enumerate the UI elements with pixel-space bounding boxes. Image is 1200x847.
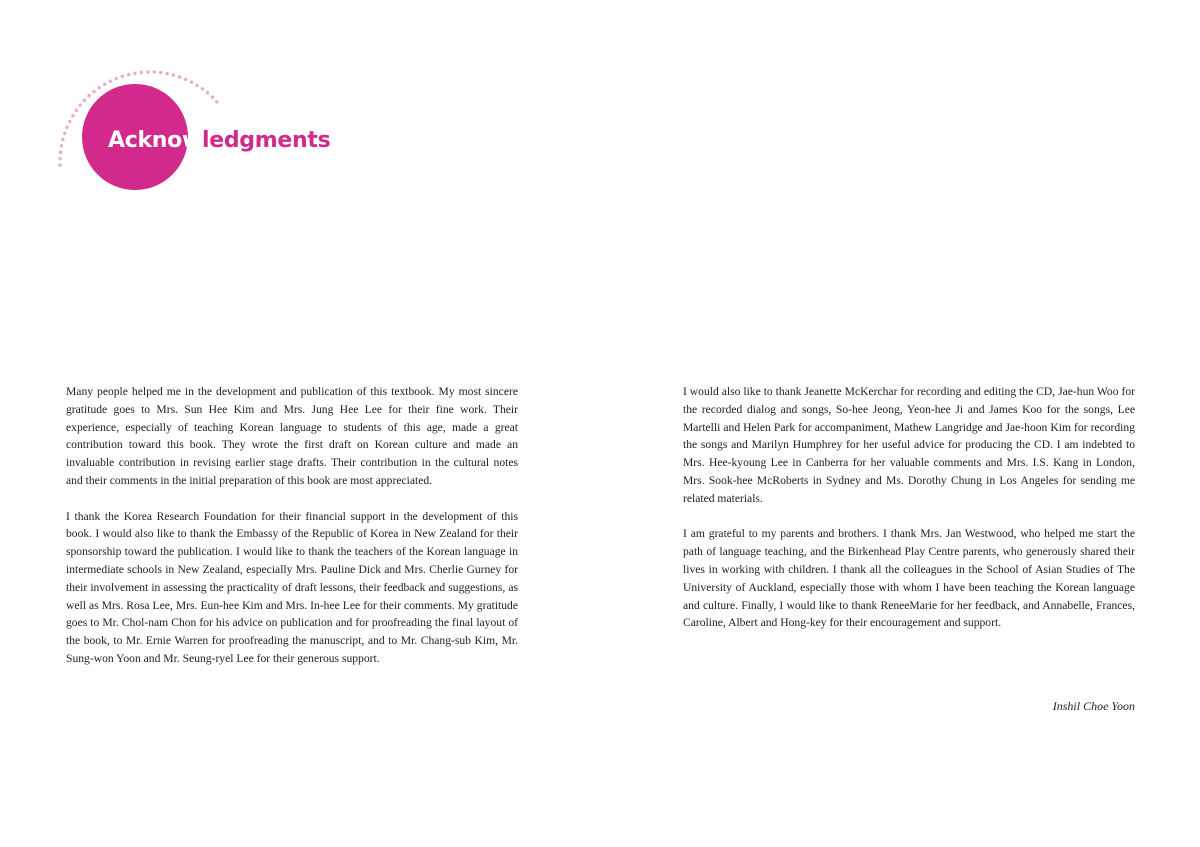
right-paragraph-1: I would also like to thank Jeanette McKerchar for recording and editing the CD, Jae-hun Woo for the recorded dialog and songs, So-hee Jeong, Yeon-hee Ji and James Koo for the songs, Lee Martelli and Helen Park for accompaniment, Mathew Langridge and Jae-hoon Kim for recording the songs and Marilyn Humphrey for her useful advice for producing the CD. I am indebted to Mrs. Hee-kyoung Lee in Canberra for her valuable comments and Mrs. I.S. Kang in London, Mrs. Sook-hee McRoberts in Sydney and Ms. Dorothy Chung in Los Angeles for sending me related materials. — [683, 385, 1135, 505]
arc-dot — [140, 71, 143, 74]
arc-dot — [103, 83, 106, 86]
arc-dot — [115, 77, 118, 80]
arc-dot — [206, 91, 209, 94]
arc-dot — [172, 73, 175, 76]
arc-dot — [92, 90, 95, 93]
arc-dot — [184, 78, 187, 81]
left-column — [66, 383, 518, 686]
arc-dot — [75, 109, 78, 112]
arc-dot — [211, 95, 214, 98]
arc-dot — [159, 71, 162, 74]
arc-dot — [83, 99, 86, 102]
arc-dot — [127, 73, 130, 76]
arc-dot — [98, 86, 101, 89]
arc-dot — [190, 80, 193, 83]
arc-dot — [146, 70, 149, 73]
arc-dot — [59, 151, 62, 154]
arc-dot — [109, 79, 112, 82]
arc-dot — [133, 72, 136, 75]
arc-dot — [195, 84, 198, 87]
right-paragraph-2: I am grateful to my parents and brothers. I thank Mrs. Jan Westwood, who helped me start the path of language teaching, and the Birkenhead Play Centre parents, who generously shared their lives in working with children. I thank all the colleagues in the School of Asian Studies of The University of Auckland, especially those with whom I have been teaching the Korean language and culture. Finally, I would like to thank ReneeMarie for her feedback, and Annabelle, Frances, Caroline, Albert and Hong-key for their encouragement and support. — [683, 527, 1135, 630]
arc-dot — [178, 75, 181, 78]
left-paragraph-1: Many people helped me in the development and publication of this textbook. My most sincere gratitude goes to Mrs. Sun Hee Kim and Mrs. Jung Hee Lee for their fine work. Their experience, especially of teaching Korean language to students of this age, made a great contribution toward this book. They wrote the first draft on Korean culture and made an invaluable contribution in revising earlier stage drafts. Their contribution in the cultural notes and their comments in the initial preparation of this book are most appreciated. — [66, 385, 518, 487]
arc-dot — [60, 144, 63, 147]
arc-dot — [215, 100, 218, 103]
title-white-part: Acknow — [108, 128, 202, 153]
arc-dot — [79, 103, 82, 106]
page-title — [108, 127, 330, 155]
arc-dot — [58, 163, 61, 166]
left-paragraph-2: I thank the Korea Research Foundation for their financial support in the development of this book. I would also like to thank the Embassy of the Republic of Korea in New Zealand for their sponsorship toward the publication. I would like to thank the teachers of the Korean language in intermediate schools in New Zealand, especially Mrs. Pauline Dick and Mrs. Cherlie Gurney for their involvement in assessing the practicality of draft lessons, their feedback and suggestions, as well as Mrs. Rosa Lee, Mrs. Eun-hee Kim and Mrs. In-hee Lee for their comments. My gratitude goes to Mr. Chol-nam Chon for his advice on publication and for proofreading the final layout of the book, to Mr. Ernie Warren for proofreading the manuscript, and to Mr. Chang-sub Kim, Mr. Sung-won Yoon and Mr. Seung-ryel Lee for their generous support. — [66, 509, 518, 665]
arc-dot — [87, 94, 90, 97]
arc-dot — [63, 132, 66, 135]
arc-dot — [153, 70, 156, 73]
arc-dot — [58, 157, 61, 160]
arc-dot — [165, 72, 168, 75]
arc-dot — [68, 120, 71, 123]
arc-dot — [121, 75, 124, 78]
arc-dot — [201, 87, 204, 90]
right-column — [683, 383, 1135, 650]
arc-dot — [65, 126, 68, 129]
arc-dot — [71, 114, 74, 117]
author-signature: Inshil Choe Yoon — [1052, 699, 1135, 713]
arc-dot — [61, 138, 64, 141]
title-pink-part: ledgments — [202, 128, 331, 153]
